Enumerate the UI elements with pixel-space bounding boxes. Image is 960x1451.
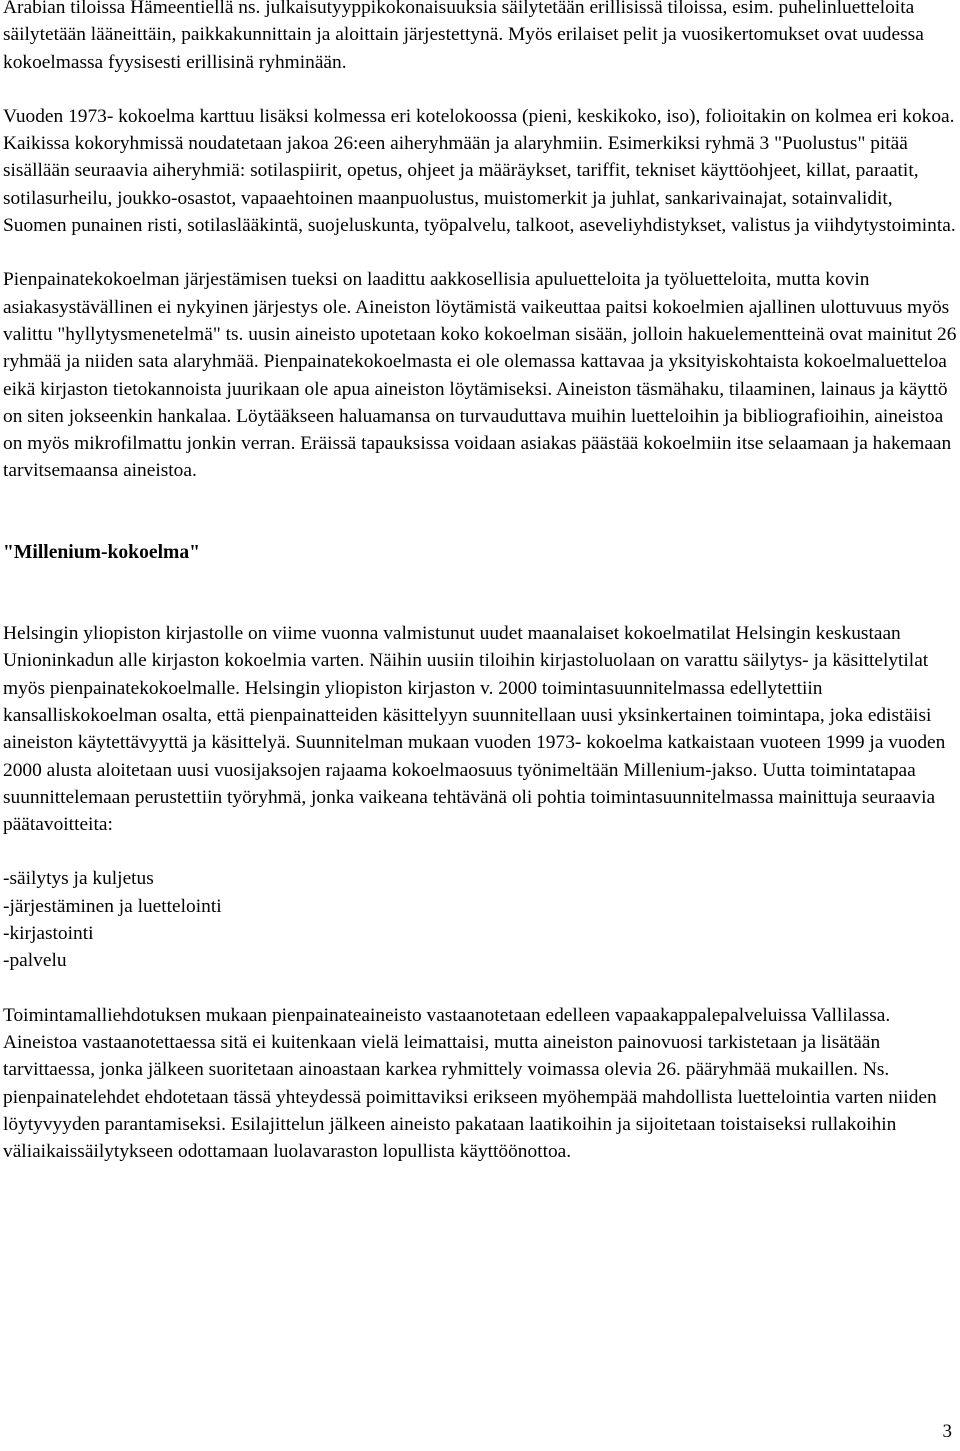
paragraph-intro: Arabian tiloissa Hämeentiellä ns. julkaisutyyppikokonaisuuksia säilytetään erillisissä tiloissa, esim. puhelinluetteloita säilytetään lääneittäin, paikkakunnittain ja aloittain järjestettynä. Myös erilaiset pelit ja vuosikertomukset ovat uudessa kokoelmassa fyysisesti erillisinä ryhminään. [3,0,924,73]
paragraph-millenium: Helsingin yliopiston kirjastolle on viime vuonna valmistunut uudet maanalaiset kokoelmatilat Helsingin keskustaan Unioninkadun alle kirjaston kokoelmia varten. Näihin uusiin tiloihin kirjastoluolaan on varattu säilytys- ja käsittelytilat myös pienpainatekokoelmalle. Helsingin yliopiston kirjaston v. 2000 toimintasuunnitelmassa edellytettiin kansalliskokoelman osalta, että pienpainatteiden käsittelyyn suunnitellaan uusi yksinkertainen toimintapa, joka edistäisi aineiston käytettävyyttä ja käsittelyä. Suunnitelman mukaan vuoden 1973- kokoelma katkaistaan vuoteen 1999 ja vuoden 2000 alusta aloitetaan uusi vuosijaksojen rajaama kokoelmaosuus työnimeltään Millenium-jakso. Uutta toimintatapaa suunnittelemaan perustettiin työryhmä, jonka vaikeana tehtävänä oli pohtia toimintasuunnitelmassa mainittuja seuraavia päätavoitteita: [3,623,946,836]
paragraph-proposal: Toimintamalliehdotuksen mukaan pienpainateaineisto vastaanotetaan edelleen vapaakappalepalveluissa Vallilassa. Aineistoa vastaanotettaessa sitä ei kuitenkaan vielä leimattaisi, mutta aineiston painovuosi tarkistetaan ja lisätään tarvittaessa, jonka jälkeen suoritetaan ainoastaan karkea ryhmittely voimassa olevia 26. pääryhmää mukaillen. Ns. pienpainatelehdet ehdotetaan tässä yhteydessä poimittaviksi erikseen myöhempää mahdollista luettelointia varten niiden löytyvyyden parantamiseksi. Esilajittelun jälkeen aineisto pakataan laatikoihin ja sijoitetaan toistaiseksi rullakoihin väliaikaissäilytykseen odottamaan luolavaraston lopullista käyttöönottoa. [3,1004,937,1163]
paragraph-organization: Pienpainatekokoelman järjestämisen tueksi on laadittu aakkosellisia apuluetteloita ja työluetteloita, mutta kovin asiakasystävällinen ei nykyinen järjestys ole. Aineiston löytämistä vaikeuttaa paitsi kokoelmien ajallinen ulottuvuus myös valittu "hyllytysmenetelmä" ts. uusin aineisto upotetaan koko kokoelman sisään, jolloin hakuelementteinä ovat mainitut 26 ryhmää ja niiden sata alaryhmää. Pienpainatekokoelmasta ei ole olemassa kattavaa ja yksityiskohtaista kokoelmaluetteloa eikä kirjaston tietokannoista juurikaan ole apua aineiston löytämiseksi. Aineiston täsmähaku, tilaaminen, lainaus ja käyttö on siten jokseenkin hankalaa. Löytääkseen haluamansa on turvauduttava muihin luetteloihin ja bibliografioihin, aineistoa on myös mikrofilmattu jonkin verran. Eräissä tapauksissa voidaan asiakas päästää kokoelmiin itse selaamaan ja hakemaan tarvitsemaansa aineistoa. [3,269,957,482]
list-item: -säilytys ja kuljetus [3,868,154,890]
section-heading: "Millenium-kokoelma" [3,541,201,563]
list-item: -kirjastointi [3,923,94,945]
goals-list [3,865,957,974]
document-page [3,0,957,1192]
paragraph-collection-growth: Vuoden 1973- kokoelma karttuu lisäksi kolmessa eri kotelokoossa (pieni, keskikoko, iso), folioitakin on kolmea eri kokoa. Kaikissa kokoryhmissä noudatetaan jakoa 26:een aiheryhmään ja alaryhmiin. Esimerkiksi ryhmä 3 "Puolustus" pitää sisällään seuraavia aiheryhmiä: sotilaspiirit, opetus, ohjeet ja määräykset, tariffit, tekniset käyttöohjeet, killat, paraatit, sotilasurheilu, joukko-osastot, vapaaehtoinen maanpuolustus, muistomerkit ja juhlat, sankarivainajat, sotainvalidit, Suomen punainen risti, sotilaslääkintä, suojeluskunta, työpalvelu, talkoot, aseveliyhdistykset, valistus ja viihdytystoiminta. [3,105,956,237]
page-number: 3 [942,1421,952,1442]
list-item: -palvelu [3,950,67,972]
list-item: -järjestäminen ja luettelointi [3,895,222,917]
